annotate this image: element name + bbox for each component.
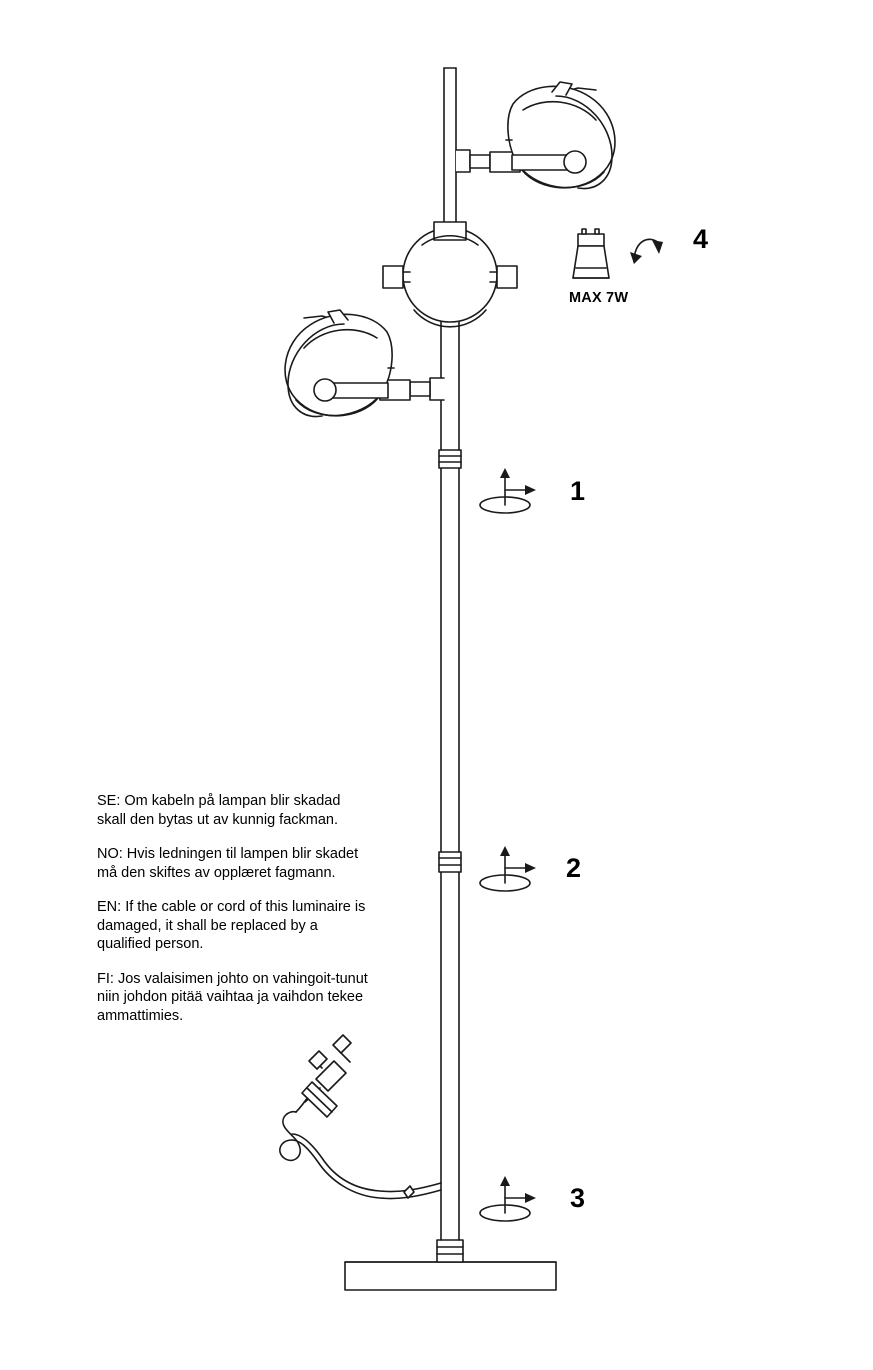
bulb-symbol — [573, 229, 609, 278]
note-en: EN: If the cable or cord of this luminaire is damaged, it shall be replaced by a qualified person. — [97, 899, 366, 952]
note-fi: FI: Jos valaisimen johto on vahingoit-tunut niin johdon pitää vaihtaa ja vaihdon tekee ammattimies. — [97, 970, 368, 1024]
rotation-arrow-1 — [480, 468, 536, 513]
step-number-4: 4 — [693, 224, 709, 254]
lamp-base — [345, 1240, 556, 1290]
step-number-3: 3 — [570, 1183, 586, 1213]
rotation-arrow-3 — [480, 1176, 536, 1221]
power-cable — [280, 1035, 441, 1199]
rotation-arrow-2 — [480, 846, 536, 891]
rotation-arrow-4 — [630, 239, 663, 264]
step-number-2: 2 — [566, 853, 582, 883]
center-globe — [383, 222, 517, 327]
bulb-max-power-label: MAX 7W — [569, 290, 629, 306]
safety-notes — [97, 792, 372, 1025]
note-se: SE: Om kabeln på lampan blir skadad skall den bytas ut av kunnig fackman. — [97, 793, 341, 828]
upper-spotlight — [456, 82, 615, 188]
note-no: NO: Hvis ledningen til lampen blir skadet må den skiftes av opplæret fagmann. — [97, 846, 359, 881]
lower-spotlight — [285, 310, 444, 416]
step-number-1: 1 — [570, 476, 586, 506]
